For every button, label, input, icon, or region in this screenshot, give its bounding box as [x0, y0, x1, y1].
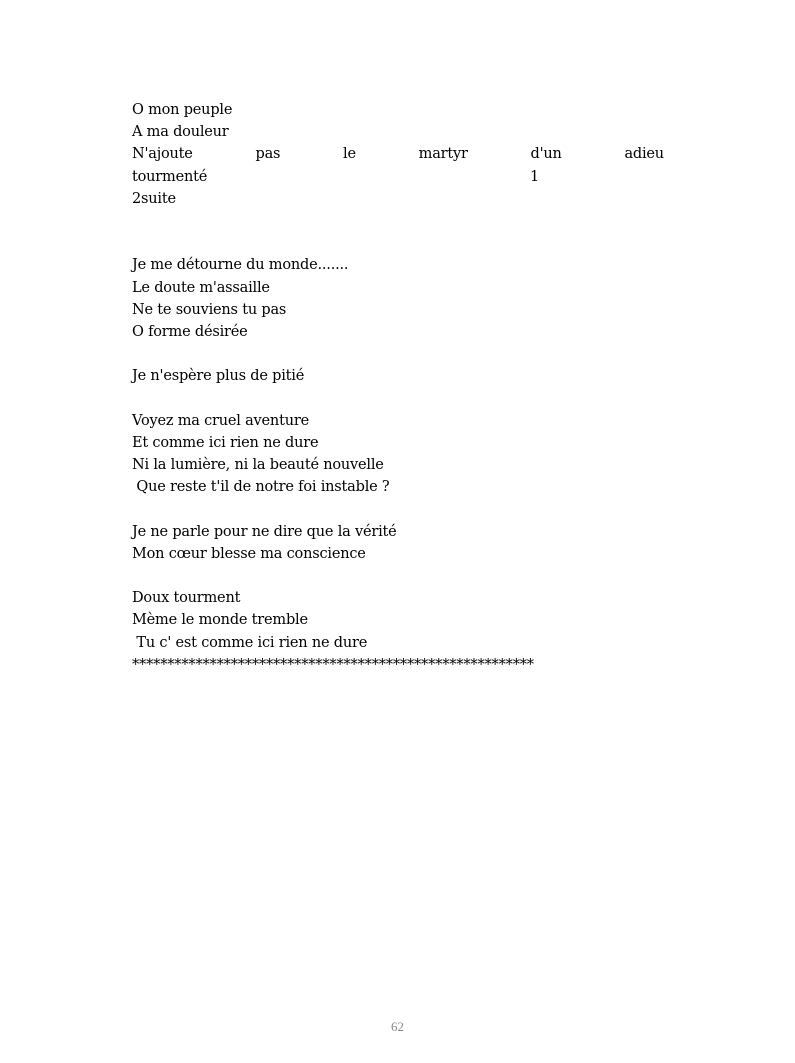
- poem-line: Doux tourment: [132, 590, 241, 607]
- separator-asterisks: *********************************************************: [132, 656, 534, 673]
- poem-word: adieu: [624, 146, 664, 163]
- poem-line: 2suite: [132, 190, 176, 207]
- poem-line: Mème le monde tremble: [132, 612, 308, 629]
- poem-word: tourmenté: [132, 168, 208, 185]
- poem-line: Le doute m'assaille: [132, 279, 270, 296]
- poem-line: Je ne parle pour ne dire que la vérité: [132, 523, 397, 540]
- stanza-gap: [132, 343, 672, 365]
- poem-body: [132, 99, 672, 676]
- poem-line: O mon peuple: [132, 102, 233, 118]
- poem-word: martyr: [418, 146, 468, 163]
- poem-line: Ni la lumière, ni la beauté nouvelle: [132, 457, 384, 473]
- poem-word: pas: [255, 146, 281, 163]
- poem-line-justified: [132, 143, 664, 165]
- stanza-gap: [132, 565, 672, 587]
- poem-word: le: [343, 146, 356, 163]
- poem-line: O forme désirée: [132, 323, 248, 340]
- poem-line: A ma douleur: [132, 124, 229, 141]
- stanza-gap: [132, 210, 672, 232]
- poem-line: Que reste t'il de notre foi instable ?: [132, 479, 390, 496]
- poem-line-split: [132, 166, 664, 188]
- poem-line: Je n'espère plus de pitié: [132, 368, 305, 385]
- poem-line: Mon cœur blesse ma conscience: [132, 545, 366, 562]
- stanza-gap: [132, 387, 672, 409]
- poem-line: Je me détourne du monde.......: [132, 257, 349, 274]
- stanza-gap: [132, 498, 672, 520]
- page-number: 62: [391, 1019, 404, 1034]
- poem-line: Et comme ici rien ne dure: [132, 434, 319, 451]
- footnote-marker: 1: [530, 168, 540, 185]
- poem-line: Tu c' est comme ici rien ne dure: [132, 634, 368, 651]
- poem-word: N'ajoute: [132, 146, 193, 163]
- poem-line: Voyez ma cruel aventure: [132, 412, 309, 429]
- poem-word: d'un: [530, 146, 562, 163]
- poem-line: Ne te souviens tu pas: [132, 301, 287, 318]
- stanza-gap: [132, 232, 672, 254]
